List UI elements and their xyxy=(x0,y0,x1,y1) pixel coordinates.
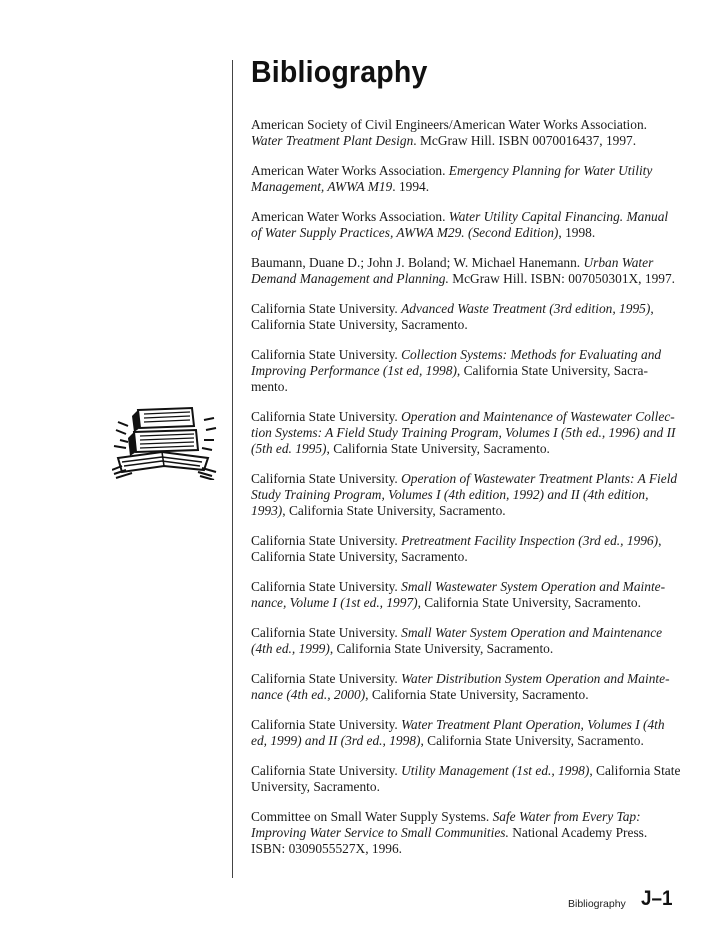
bibliography-entry: American Water Works Association. Emergency Planning for Water Utility Management, AWWA M19. 1994. xyxy=(251,163,653,194)
page-number: J–1 xyxy=(641,887,673,910)
page-title: Bibliography xyxy=(251,54,428,89)
bibliography-entry: California State University. Operation of Wastewater Treatment Plants: A Field Study Training Program, Volumes I (4th edition, 1992) and II (4th edition, 1993), California State University, Sacramento. xyxy=(251,471,678,518)
bibliography-entry: California State University. Small Water System Operation and Maintenance (4th ed., 1999), California State University, Sacramento. xyxy=(251,625,663,656)
bibliography-entry: Committee on Small Water Supply Systems. Safe Water from Every Tap: Improving Water Service to Small Communities. National Academy Press. ISBN: 0309055527X, 1996. xyxy=(251,809,648,856)
stack-of-books-icon xyxy=(112,400,218,480)
bibliography-entry: American Water Works Association. Water Utility Capital Financing. Manual of Water Supply Practices, AWWA M29. (Second Edition), 1998. xyxy=(251,209,669,240)
bibliography-entry: California State University. Water Distribution System Operation and Mainte-nance (4th ed., 2000), California State University, Sacramento. xyxy=(251,671,670,702)
bibliography-entry: California State University. Advanced Waste Treatment (3rd edition, 1995), California State University, Sacramento. xyxy=(251,301,654,332)
bibliography-entry: American Society of Civil Engineers/American Water Works Association. Water Treatment Plant Design. McGraw Hill. ISBN 0070016437, 1997. xyxy=(251,117,647,148)
bibliography-entry: Baumann, Duane D.; John J. Boland; W. Michael Hanemann. Urban Water Demand Management and Planning. McGraw Hill. ISBN: 007050301X, 1997. xyxy=(251,255,676,286)
bibliography-entry: California State University. Operation and Maintenance of Wastewater Collec-tion Systems: A Field Study Training Program, Volumes I (5th ed., 1996) and II (5th ed. 1995), California State University, Sacramento. xyxy=(251,409,676,456)
bibliography-entry: California State University. Pretreatment Facility Inspection (3rd ed., 1996), California State University, Sacramento. xyxy=(251,533,662,564)
bibliography-entry: California State University. Small Wastewater System Operation and Mainte-nance, Volume I (1st ed., 1997), California State University, Sacramento. xyxy=(251,579,666,610)
margin-rule xyxy=(232,60,233,878)
bibliography-entry: California State University. Collection Systems: Methods for Evaluating and Improving Performance (1st ed, 1998), California State University, Sacra-mento. xyxy=(251,347,662,394)
bibliography-entry: California State University. Water Treatment Plant Operation, Volumes I (4th ed, 1999) and II (3rd ed., 1998), California State University, Sacramento. xyxy=(251,717,665,748)
bibliography-entry: California State University. Utility Management (1st ed., 1998), California State University, Sacramento. xyxy=(251,763,681,794)
footer-section-label: Bibliography xyxy=(568,898,626,910)
bibliography-list xyxy=(251,117,681,871)
